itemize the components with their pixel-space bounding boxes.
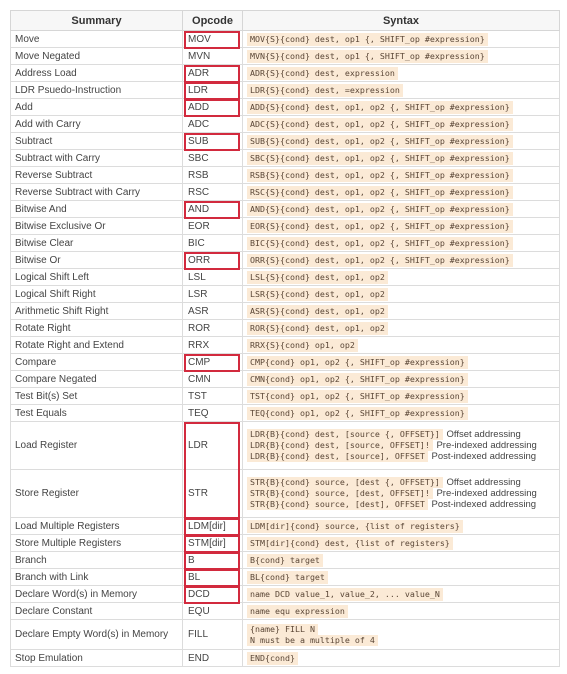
opcode-text: ADR <box>188 67 210 79</box>
syntax-code: MOV{S}{cond} dest, op1 {, SHIFT_op #expression} <box>247 33 488 46</box>
summary-cell: Store Multiple Registers <box>11 535 183 552</box>
syntax-code: name equ expression <box>247 605 348 618</box>
opcode-text: CMN <box>188 373 211 385</box>
syntax-cell <box>243 167 560 184</box>
syntax-line <box>247 589 443 600</box>
opcode-text: LDR <box>188 84 209 96</box>
summary-cell: Compare <box>11 354 183 371</box>
syntax-code: BL{cond} target <box>247 571 328 584</box>
opcode-text: ADC <box>188 118 210 130</box>
syntax-code: STR{B}{cond} source, [dest], OFFSET <box>247 499 428 510</box>
opcode-text: DCD <box>188 588 210 600</box>
summary-cell: Compare Negated <box>11 371 183 388</box>
summary-cell: Declare Word(s) in Memory <box>11 586 183 603</box>
syntax-line <box>247 153 513 164</box>
table-row <box>11 620 560 650</box>
syntax-code: LSL{S}{cond} dest, op1, op2 <box>247 271 388 284</box>
syntax-cell <box>243 116 560 133</box>
syntax-code: RSC{S}{cond} dest, op1, op2 {, SHIFT_op #expression} <box>247 186 513 199</box>
syntax-line <box>247 306 388 317</box>
opcode-text: SUB <box>188 135 209 147</box>
summary-cell: Declare Constant <box>11 603 183 620</box>
opcode-cell <box>183 31 243 48</box>
summary-cell: Branch with Link <box>11 569 183 586</box>
opcode-cell <box>183 65 243 82</box>
opcode-text: BL <box>188 571 201 583</box>
addressing-mode-note: Offset addressing <box>443 477 521 488</box>
table-row <box>11 167 560 184</box>
syntax-line <box>247 429 559 440</box>
header-opcode: Opcode <box>183 11 243 31</box>
table-row <box>11 586 560 603</box>
syntax-line <box>247 323 388 334</box>
addressing-mode-note: Post-indexed addressing <box>428 451 537 462</box>
syntax-line <box>247 68 398 79</box>
opcode-cell <box>183 82 243 99</box>
opcode-text: BIC <box>188 237 205 249</box>
summary-cell: Bitwise Exclusive Or <box>11 218 183 235</box>
table-row <box>11 337 560 354</box>
syntax-line <box>247 119 513 130</box>
syntax-line <box>247 102 513 113</box>
table-row <box>11 286 560 303</box>
syntax-cell <box>243 650 560 667</box>
opcode-cell <box>183 552 243 569</box>
opcode-text: EOR <box>188 220 210 232</box>
opcode-cell <box>183 303 243 320</box>
syntax-code: ASR{S}{cond} dest, op1, op2 <box>247 305 388 318</box>
syntax-line <box>247 521 463 532</box>
table-row <box>11 388 560 405</box>
table-row <box>11 535 560 552</box>
summary-cell: Branch <box>11 552 183 569</box>
syntax-cell <box>243 235 560 252</box>
table-row <box>11 65 560 82</box>
syntax-code: CMP{cond} op1, op2 {, SHIFT_op #expression} <box>247 356 468 369</box>
syntax-line <box>247 499 559 510</box>
table-body <box>11 31 560 667</box>
instruction-table-container <box>10 10 559 667</box>
opcode-text: MOV <box>188 33 211 45</box>
opcode-cell <box>183 320 243 337</box>
opcode-cell <box>183 218 243 235</box>
summary-cell: Bitwise Or <box>11 252 183 269</box>
syntax-code: RSB{S}{cond} dest, op1, op2 {, SHIFT_op #expression} <box>247 169 513 182</box>
opcode-cell <box>183 620 243 650</box>
opcode-cell <box>183 535 243 552</box>
summary-cell: Load Multiple Registers <box>11 518 183 535</box>
syntax-code: TST{cond} op1, op2 {, SHIFT_op #expression} <box>247 390 468 403</box>
opcode-cell <box>183 405 243 422</box>
summary-cell: Add <box>11 99 183 116</box>
table-row <box>11 371 560 388</box>
syntax-cell <box>243 82 560 99</box>
syntax-cell <box>243 184 560 201</box>
syntax-cell <box>243 569 560 586</box>
summary-cell: Bitwise And <box>11 201 183 218</box>
syntax-cell <box>243 586 560 603</box>
syntax-cell <box>243 354 560 371</box>
table-row <box>11 116 560 133</box>
syntax-line <box>247 451 559 462</box>
summary-cell: Move Negated <box>11 48 183 65</box>
syntax-code: END{cond} <box>247 652 298 665</box>
summary-cell: Logical Shift Right <box>11 286 183 303</box>
table-header-row <box>11 11 560 31</box>
syntax-code: LDM[dir]{cond} source, {list of registers} <box>247 520 463 533</box>
table-row <box>11 252 560 269</box>
syntax-cell <box>243 535 560 552</box>
opcode-cell <box>183 133 243 150</box>
table-row <box>11 133 560 150</box>
opcode-cell <box>183 252 243 269</box>
table-row <box>11 422 560 470</box>
syntax-code: RRX{S}{cond} op1, op2 <box>247 339 358 352</box>
opcode-cell <box>183 388 243 405</box>
syntax-line <box>247 187 513 198</box>
opcode-text: STR <box>188 488 208 499</box>
opcode-cell <box>183 269 243 286</box>
syntax-cell <box>243 201 560 218</box>
table-row <box>11 201 560 218</box>
opcode-cell <box>183 337 243 354</box>
syntax-line <box>247 238 513 249</box>
syntax-code: CMN{cond} op1, op2 {, SHIFT_op #expression} <box>247 373 468 386</box>
opcode-cell <box>183 116 243 133</box>
summary-cell: Bitwise Clear <box>11 235 183 252</box>
addressing-mode-note: Pre-indexed addressing <box>433 488 537 499</box>
table-row <box>11 82 560 99</box>
table-row <box>11 320 560 337</box>
syntax-line <box>247 477 559 488</box>
syntax-cell <box>243 269 560 286</box>
opcode-text: LDM[dir] <box>188 520 226 532</box>
syntax-line <box>247 488 559 499</box>
syntax-code: MVN{S}{cond} dest, op1 {, SHIFT_op #expression} <box>247 50 488 63</box>
syntax-code: STM[dir]{cond} dest, {list of registers} <box>247 537 453 550</box>
opcode-cell <box>183 150 243 167</box>
summary-cell: Add with Carry <box>11 116 183 133</box>
syntax-cell <box>243 388 560 405</box>
opcode-text: SBC <box>188 152 209 164</box>
syntax-code: ADD{S}{cond} dest, op1, op2 {, SHIFT_op #expression} <box>247 101 513 114</box>
summary-cell: Move <box>11 31 183 48</box>
syntax-cell <box>243 518 560 535</box>
syntax-cell <box>243 133 560 150</box>
syntax-code: LDR{B}{cond} dest, [source], OFFSET <box>247 451 428 462</box>
summary-cell: Reverse Subtract with Carry <box>11 184 183 201</box>
syntax-code: LDR{B}{cond} dest, [source {, OFFSET}] <box>247 429 443 440</box>
opcode-text: CMP <box>188 356 211 368</box>
syntax-line <box>247 255 513 266</box>
table-row <box>11 552 560 569</box>
opcode-text: ADD <box>188 101 210 113</box>
opcode-text: RRX <box>188 339 210 351</box>
summary-cell: Store Register <box>11 470 183 518</box>
syntax-cell <box>243 303 560 320</box>
opcode-text: AND <box>188 203 210 215</box>
syntax-code: N must be a multiple of 4 <box>247 635 378 646</box>
opcode-cell <box>183 586 243 603</box>
syntax-cell <box>243 65 560 82</box>
table-row <box>11 218 560 235</box>
opcode-cell <box>183 518 243 535</box>
summary-cell: Address Load <box>11 65 183 82</box>
syntax-line <box>247 624 559 635</box>
opcode-cell <box>183 569 243 586</box>
syntax-cell <box>243 422 560 470</box>
syntax-line <box>247 272 388 283</box>
summary-cell: Reverse Subtract <box>11 167 183 184</box>
summary-cell: Logical Shift Left <box>11 269 183 286</box>
syntax-cell <box>243 552 560 569</box>
opcode-cell <box>183 650 243 667</box>
syntax-line <box>247 221 513 232</box>
table-row <box>11 569 560 586</box>
opcode-text: EQU <box>188 605 210 617</box>
header-syntax: Syntax <box>243 11 560 31</box>
opcode-cell <box>183 48 243 65</box>
summary-cell: Test Equals <box>11 405 183 422</box>
table-row <box>11 405 560 422</box>
opcode-text: FILL <box>188 629 209 640</box>
summary-cell: Rotate Right <box>11 320 183 337</box>
table-row <box>11 269 560 286</box>
syntax-code: ORR{S}{cond} dest, op1, op2 {, SHIFT_op #expression} <box>247 254 513 267</box>
syntax-code: AND{S}{cond} dest, op1, op2 {, SHIFT_op #expression} <box>247 203 513 216</box>
syntax-code: LDR{S}{cond} dest, =expression <box>247 84 403 97</box>
opcode-cell <box>183 201 243 218</box>
syntax-cell <box>243 150 560 167</box>
opcode-cell <box>183 184 243 201</box>
syntax-code: LDR{B}{cond} dest, [source, OFFSET]! <box>247 440 433 451</box>
opcode-text: ORR <box>188 254 211 266</box>
syntax-line <box>247 136 513 147</box>
syntax-line <box>247 538 453 549</box>
syntax-code: ADC{S}{cond} dest, op1, op2 {, SHIFT_op #expression} <box>247 118 513 131</box>
addressing-mode-note: Post-indexed addressing <box>428 499 537 510</box>
opcode-text: ROR <box>188 322 211 334</box>
syntax-cell <box>243 218 560 235</box>
opcode-text: ASR <box>188 305 209 317</box>
opcode-text: TEQ <box>188 407 209 419</box>
syntax-code: ROR{S}{cond} dest, op1, op2 <box>247 322 388 335</box>
table-row <box>11 235 560 252</box>
syntax-line <box>247 289 388 300</box>
opcode-cell <box>183 371 243 388</box>
syntax-code: LSR{S}{cond} dest, op1, op2 <box>247 288 388 301</box>
summary-cell: Rotate Right and Extend <box>11 337 183 354</box>
syntax-line <box>247 635 559 646</box>
opcode-text: STM[dir] <box>188 537 226 549</box>
opcode-cell <box>183 99 243 116</box>
opcode-text: TST <box>188 390 207 402</box>
syntax-line <box>247 51 488 62</box>
syntax-line <box>247 204 513 215</box>
syntax-code: STR{B}{cond} source, [dest {, OFFSET}] <box>247 477 443 488</box>
syntax-cell <box>243 470 560 518</box>
summary-cell: Load Register <box>11 422 183 470</box>
syntax-cell <box>243 252 560 269</box>
table-row <box>11 303 560 320</box>
opcode-text: LSR <box>188 288 208 300</box>
table-row <box>11 184 560 201</box>
opcode-text: MVN <box>188 50 211 62</box>
syntax-cell <box>243 405 560 422</box>
summary-cell: Subtract <box>11 133 183 150</box>
syntax-line <box>247 34 488 45</box>
syntax-line <box>247 572 328 583</box>
syntax-line <box>247 555 323 566</box>
syntax-cell <box>243 286 560 303</box>
opcode-cell <box>183 235 243 252</box>
opcode-text: RSB <box>188 169 209 181</box>
syntax-code: SBC{S}{cond} dest, op1, op2 {, SHIFT_op #expression} <box>247 152 513 165</box>
syntax-code: ADR{S}{cond} dest, expression <box>247 67 398 80</box>
opcode-cell <box>183 167 243 184</box>
syntax-line <box>247 85 403 96</box>
syntax-cell <box>243 371 560 388</box>
syntax-code: B{cond} target <box>247 554 323 567</box>
syntax-cell <box>243 620 560 650</box>
syntax-cell <box>243 48 560 65</box>
table-row <box>11 603 560 620</box>
syntax-code: EOR{S}{cond} dest, op1, op2 {, SHIFT_op #expression} <box>247 220 513 233</box>
syntax-line <box>247 606 348 617</box>
syntax-code: TEQ{cond} op1, op2 {, SHIFT_op #expression} <box>247 407 468 420</box>
table-row <box>11 31 560 48</box>
opcode-text: RSC <box>188 186 210 198</box>
table-row <box>11 150 560 167</box>
summary-cell: Subtract with Carry <box>11 150 183 167</box>
table-row <box>11 650 560 667</box>
syntax-code: STR{B}{cond} source, [dest, OFFSET]! <box>247 488 433 499</box>
opcode-cell <box>183 354 243 371</box>
syntax-line <box>247 340 358 351</box>
summary-cell: Test Bit(s) Set <box>11 388 183 405</box>
opcode-cell <box>183 603 243 620</box>
opcode-cell <box>183 422 243 470</box>
table-row <box>11 48 560 65</box>
syntax-line <box>247 170 513 181</box>
syntax-line <box>247 408 468 419</box>
syntax-line <box>247 391 468 402</box>
opcode-cell <box>183 470 243 518</box>
table-row <box>11 518 560 535</box>
syntax-code: SUB{S}{cond} dest, op1, op2 {, SHIFT_op #expression} <box>247 135 513 148</box>
syntax-cell <box>243 603 560 620</box>
syntax-cell <box>243 31 560 48</box>
opcode-cell <box>183 286 243 303</box>
syntax-cell <box>243 99 560 116</box>
summary-cell: Stop Emulation <box>11 650 183 667</box>
opcode-text: END <box>188 652 210 664</box>
opcode-text: LSL <box>188 271 206 283</box>
addressing-mode-note: Pre-indexed addressing <box>433 440 537 451</box>
table-row <box>11 99 560 116</box>
instruction-table <box>10 10 560 667</box>
opcode-text: LDR <box>188 440 209 451</box>
syntax-code: name DCD value_1, value_2, ... value_N <box>247 588 443 601</box>
syntax-line <box>247 653 298 664</box>
syntax-code: BIC{S}{cond} dest, op1, op2 {, SHIFT_op #expression} <box>247 237 513 250</box>
syntax-cell <box>243 320 560 337</box>
syntax-line <box>247 374 468 385</box>
addressing-mode-note: Offset addressing <box>443 429 521 440</box>
summary-cell: Declare Empty Word(s) in Memory <box>11 620 183 650</box>
table-row <box>11 354 560 371</box>
syntax-cell <box>243 337 560 354</box>
summary-cell: LDR Psuedo-Instruction <box>11 82 183 99</box>
opcode-text: B <box>188 554 195 566</box>
syntax-line <box>247 357 468 368</box>
syntax-code: {name} FILL N <box>247 624 318 635</box>
summary-cell: Arithmetic Shift Right <box>11 303 183 320</box>
syntax-line <box>247 440 559 451</box>
header-summary: Summary <box>11 11 183 31</box>
table-row <box>11 470 560 518</box>
